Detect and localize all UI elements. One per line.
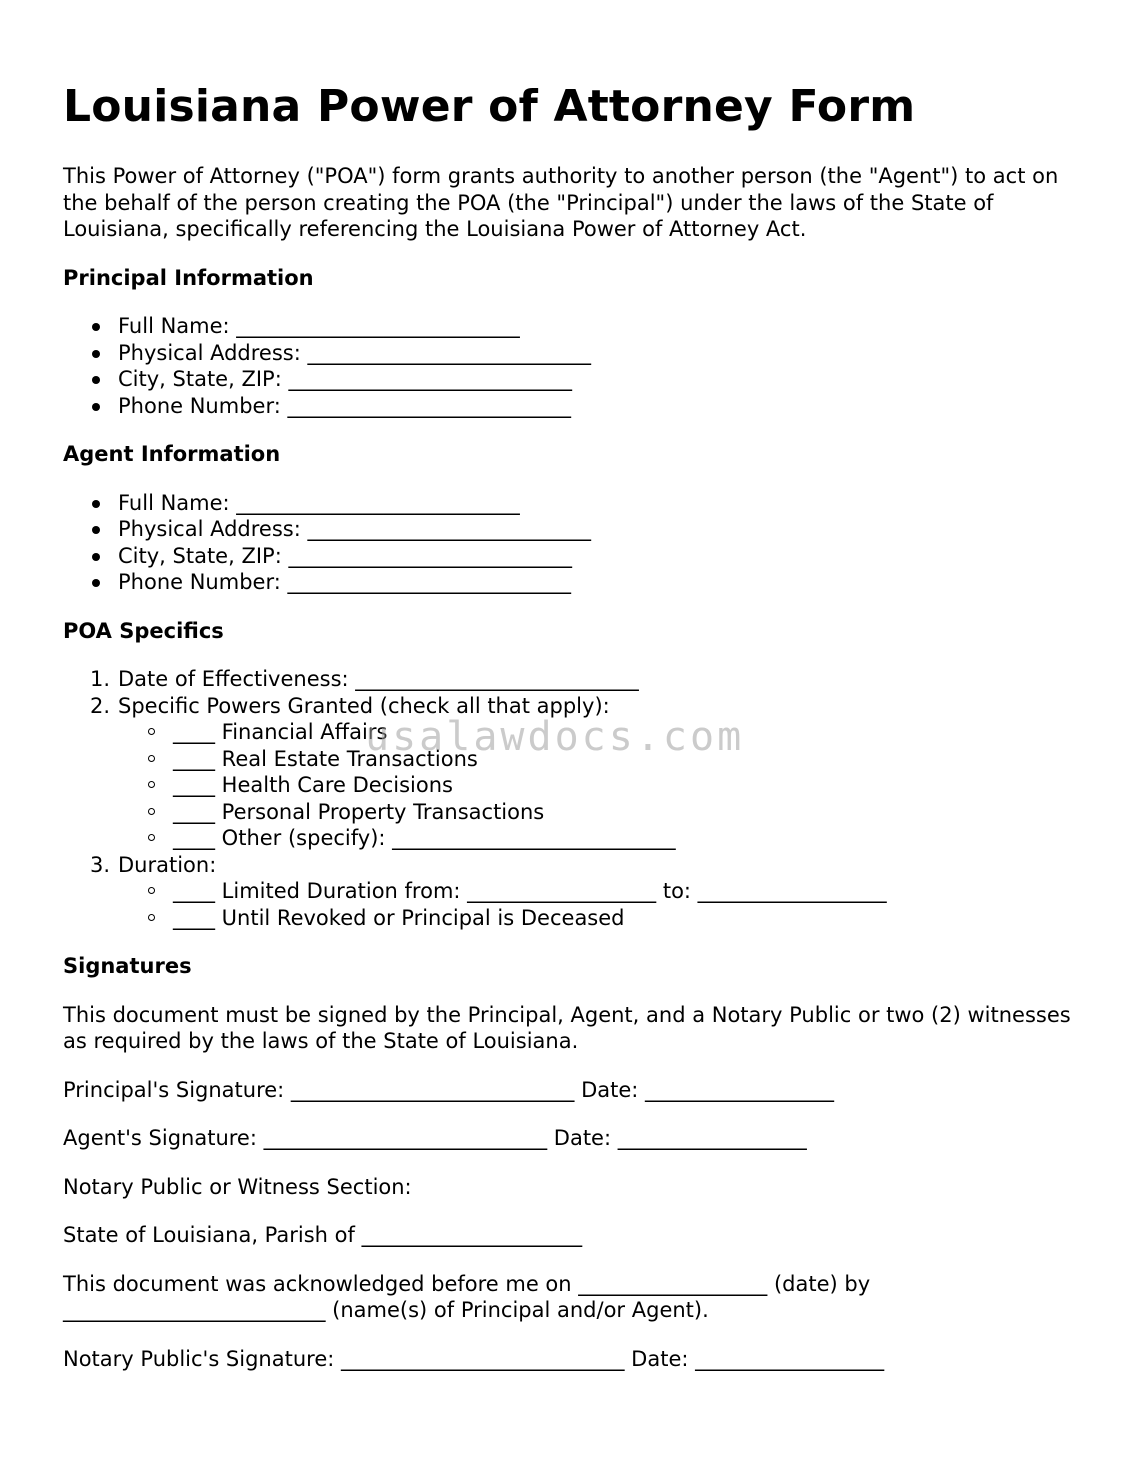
- agent-fields: [63, 490, 1073, 596]
- agent-city-state-zip: City, State, ZIP: ___________________________: [63, 543, 1073, 570]
- principal-city-state-zip: City, State, ZIP: ___________________________: [63, 366, 1073, 393]
- agent-physical-address: Physical Address: ___________________________: [63, 516, 1073, 543]
- principal-heading: Principal Information: [63, 265, 314, 290]
- power-real-estate: ____ Real Estate Transactions: [118, 746, 1073, 773]
- agent-heading: Agent Information: [63, 442, 281, 466]
- notary-witness-section-label: Notary Public or Witness Section:: [63, 1174, 412, 1199]
- watermark: usalawdocs.com: [365, 714, 745, 760]
- intro-paragraph: This Power of Attorney ("POA") form grants authority to another person (the "Agent") to act on the behalf of the person creating the POA (the "Principal") under the laws of the State of Louisiana, specifically referencing the Louisiana Power of Attorney Act.: [63, 164, 1059, 241]
- principal-full-name: Full Name: ___________________________: [63, 313, 1073, 340]
- duration-text: Duration:: [118, 852, 217, 877]
- power-financial-affairs: ____ Financial Affairs: [118, 719, 1073, 746]
- duration-until-revoked: ____ Until Revoked or Principal is Deceased: [118, 905, 1073, 932]
- date-of-effectiveness-text: Date of Effectiveness: ___________________________: [118, 667, 639, 691]
- document-page: [63, 78, 1073, 1394]
- acknowledgment-text: This document was acknowledged before me on __________________ (date) by _________________________ (name(s) of Principal and/or Agent).: [63, 1271, 871, 1322]
- specific-powers-item: [63, 693, 1073, 852]
- power-other: ____ Other (specify): ___________________________: [118, 825, 1073, 852]
- principal-signature-line: Principal's Signature: ___________________________ Date: __________________: [63, 1077, 835, 1102]
- date-of-effectiveness-item: [63, 666, 1073, 693]
- power-health-care: ____ Health Care Decisions: [118, 772, 1073, 799]
- item-number: 3.: [90, 852, 111, 877]
- principal-phone-number: Phone Number: ___________________________: [63, 393, 1073, 420]
- principal-physical-address: Physical Address: ___________________________: [63, 340, 1073, 367]
- duration-item: [63, 852, 1073, 932]
- poa-specifics-list: [63, 666, 1073, 931]
- signatures-requirement-text: This document must be signed by the Principal, Agent, and a Notary Public or two (2) witnesses as required by the laws of the State of Louisiana.: [63, 1002, 1071, 1053]
- item-number: 2.: [90, 693, 111, 718]
- agent-signature-line: Agent's Signature: ___________________________ Date: __________________: [63, 1126, 807, 1150]
- principal-fields: [63, 313, 1073, 419]
- parish-line: State of Louisiana, Parish of _____________________: [63, 1223, 583, 1247]
- power-personal-property: ____ Personal Property Transactions: [118, 799, 1073, 826]
- duration-limited: ____ Limited Duration from: __________________ to: __________________: [118, 878, 1073, 905]
- poa-specifics-heading: POA Specifics: [63, 618, 224, 643]
- notary-signature-line: Notary Public's Signature: ___________________________ Date: __________________: [63, 1346, 885, 1371]
- agent-phone-number: Phone Number: ___________________________: [63, 569, 1073, 596]
- duration-list: [118, 878, 1073, 931]
- agent-full-name: Full Name: ___________________________: [63, 490, 1073, 517]
- page-title: Louisiana Power of Attorney Form: [63, 81, 916, 132]
- specific-powers-text: Specific Powers Granted (check all that apply):: [118, 693, 610, 718]
- signatures-heading: Signatures: [63, 954, 192, 978]
- powers-list: [118, 719, 1073, 852]
- item-number: 1.: [90, 667, 111, 691]
